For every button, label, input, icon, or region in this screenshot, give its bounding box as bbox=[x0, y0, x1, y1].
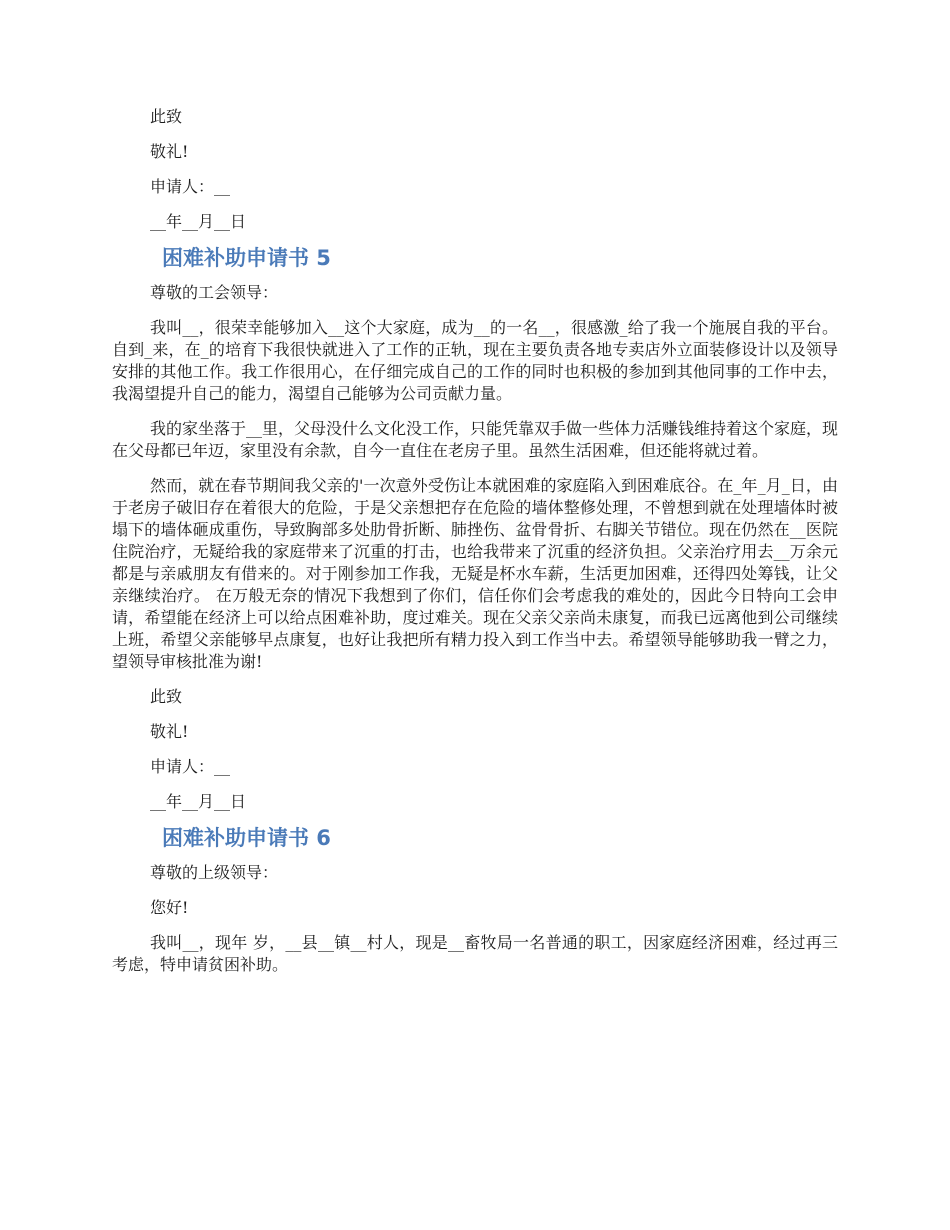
section-6-title: 困难补助申请书 6 bbox=[162, 826, 331, 850]
salute-line: 敬礼! bbox=[150, 142, 189, 161]
section-5-salutation: 尊敬的工会领导： bbox=[150, 283, 279, 302]
section-5-paragraph-2: 我的家坐落于__里，父母没什么文化没工作，只能凭靠双手做一些体力活赚钱维持着这个家庭，现在父母都已年迈，家里没有余款，自今一直住在老房子里。虽然生活困难，但还能将就过着。 bbox=[112, 419, 839, 460]
section-5-date: __年__月__日 bbox=[150, 792, 247, 811]
section-6-salutation: 尊敬的上级领导： bbox=[150, 863, 279, 882]
section-6-greeting: 您好! bbox=[150, 898, 189, 917]
closing-line: 此致 bbox=[150, 107, 183, 126]
section-5-paragraph-1: 我叫__，很荣幸能够加入__这个大家庭，成为__的一名__，很感激_给了我一个施展自我的平台。自到_来，在_的培育下我很快就进入了工作的正轨，现在主要负责各地专卖店外立面装修设计以及领导安排的其他工作。我工作很用心，在仔细完成自己的工作的同时也积极的参加到其他同事的工作中去，我渴望提升自己的能力，渴望自己能够为公司贡献力量。 bbox=[112, 318, 838, 403]
section-5-closing: 此致 bbox=[150, 687, 183, 706]
section-5-salute: 敬礼! bbox=[150, 722, 189, 741]
section-5-paragraph-3: 然而，就在春节期间我父亲的'一次意外受伤让本就困难的家庭陷入到困难底谷。在_年_月_日，由于老房子破旧存在着很大的危险，于是父亲想把存在危险的墙体整修处理，不曾想到就在处理墙体时被塌下的墙体砸成重伤，导致胸部多处肋骨折断、肺挫伤、盆骨骨折、右脚关节错位。现在仍然在__医院住院治疗，无疑给我的家庭带来了沉重的打击，也给我带来了沉重的经济负担。父亲治疗用去__万余元都是与亲戚朋友有借来的。对于刚参加工作我，无疑是杯水车薪，生活更加困难，还得四处筹钱，让父亲继续治疗。 在万般无奈的情况下我想到了你们，信任你们会考虑我的难处的，因此今日特向工会申请，希望能在经济上可以给点困难补助，度过难关。现在父亲父亲尚未康复，而我已远离他到公司继续上班，希望父亲能够早点康复，也好让我把所有精力投入到工作当中去。希望领导能够助我一臂之力，望领导审核批准为谢! bbox=[112, 476, 838, 671]
applicant-line: 申请人：__ bbox=[150, 177, 231, 196]
section-6-paragraph-1: 我叫__，现年 岁，__县__镇__村人，现是__畜牧局一名普通的职工，因家庭经济困难，经过再三考虑，特申请贫困补助。 bbox=[112, 933, 838, 974]
section-5-title: 困难补助申请书 5 bbox=[162, 246, 331, 270]
document-body bbox=[112, 106, 838, 976]
section-5-applicant: 申请人：__ bbox=[150, 757, 231, 776]
date-line: __年__月__日 bbox=[150, 212, 247, 231]
